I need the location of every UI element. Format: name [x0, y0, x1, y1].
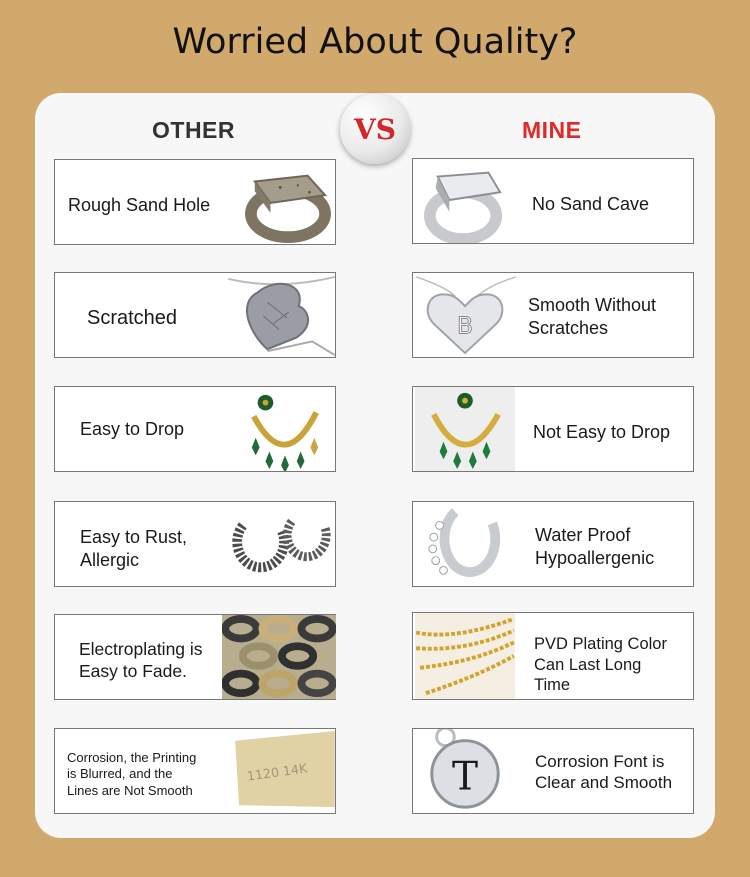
- other-card-rough: [54, 159, 336, 245]
- vs-label: VS: [354, 112, 396, 146]
- mine-column-heading: MINE: [522, 117, 582, 143]
- other-label-drop: Easy to Drop: [80, 419, 185, 439]
- other-card-fade: [54, 614, 336, 700]
- letter-disc-icon: [415, 729, 515, 813]
- other-label-rust: Easy to Rust, Allergic: [80, 527, 188, 570]
- mine-card-ring: [412, 158, 694, 244]
- faded-chain-icon: [222, 615, 336, 699]
- mine-card-heart: [412, 272, 694, 358]
- rusty-hoop-icon: [220, 502, 336, 586]
- mine-card-hoop: [412, 501, 694, 587]
- mine-card-drop: [412, 386, 694, 472]
- polished-ring-icon: [415, 159, 515, 243]
- mine-label-ring: No Sand Cave: [532, 194, 650, 214]
- earring-drop-icon: [235, 387, 335, 471]
- heart-pendant-engraving: B: [456, 311, 474, 340]
- blurred-tag-engraving: 1120 14K: [245, 760, 309, 784]
- page-title: Worried About Quality?: [172, 22, 578, 62]
- mine-label-hoop: Water Proof Hypoallergenic: [535, 525, 655, 568]
- mine-label-disc: Corrosion Font is Clear and Smooth: [535, 752, 673, 793]
- mine-label-drop: Not Easy to Drop: [533, 422, 671, 442]
- scratched-heart-icon: [227, 273, 336, 357]
- heart-pendant-icon: [415, 273, 517, 357]
- blurred-tag-icon: [228, 729, 336, 813]
- vs-badge: [340, 94, 410, 164]
- other-column-heading: OTHER: [152, 117, 235, 143]
- other-label-fade: Electroplating is Easy to Fade.: [79, 639, 203, 681]
- other-label-rough: Rough Sand Hole: [68, 195, 211, 215]
- huggie-hoop-icon: [415, 502, 515, 586]
- mine-label-chain: PVD Plating Color Can Last Long Time: [534, 635, 667, 695]
- mine-card-chain: [412, 612, 694, 700]
- other-card-drop: [54, 386, 336, 472]
- gold-chain-icon: [415, 613, 515, 699]
- letter-disc-engraving: T: [451, 754, 479, 800]
- earring-drop-icon: [415, 387, 515, 471]
- other-card-rust: [54, 501, 336, 587]
- other-card-scratched: [54, 272, 336, 358]
- other-card-corrosion: [54, 728, 336, 814]
- other-label-corrosion: Corrosion, the Printing is Blurred, and the Lines are Not Smooth: [67, 750, 197, 798]
- mine-card-disc: [412, 728, 694, 814]
- rough-ring-icon: [240, 160, 336, 244]
- mine-label-heart: Smooth Without Scratches: [528, 295, 657, 338]
- other-label-scratched: Scratched: [87, 307, 178, 329]
